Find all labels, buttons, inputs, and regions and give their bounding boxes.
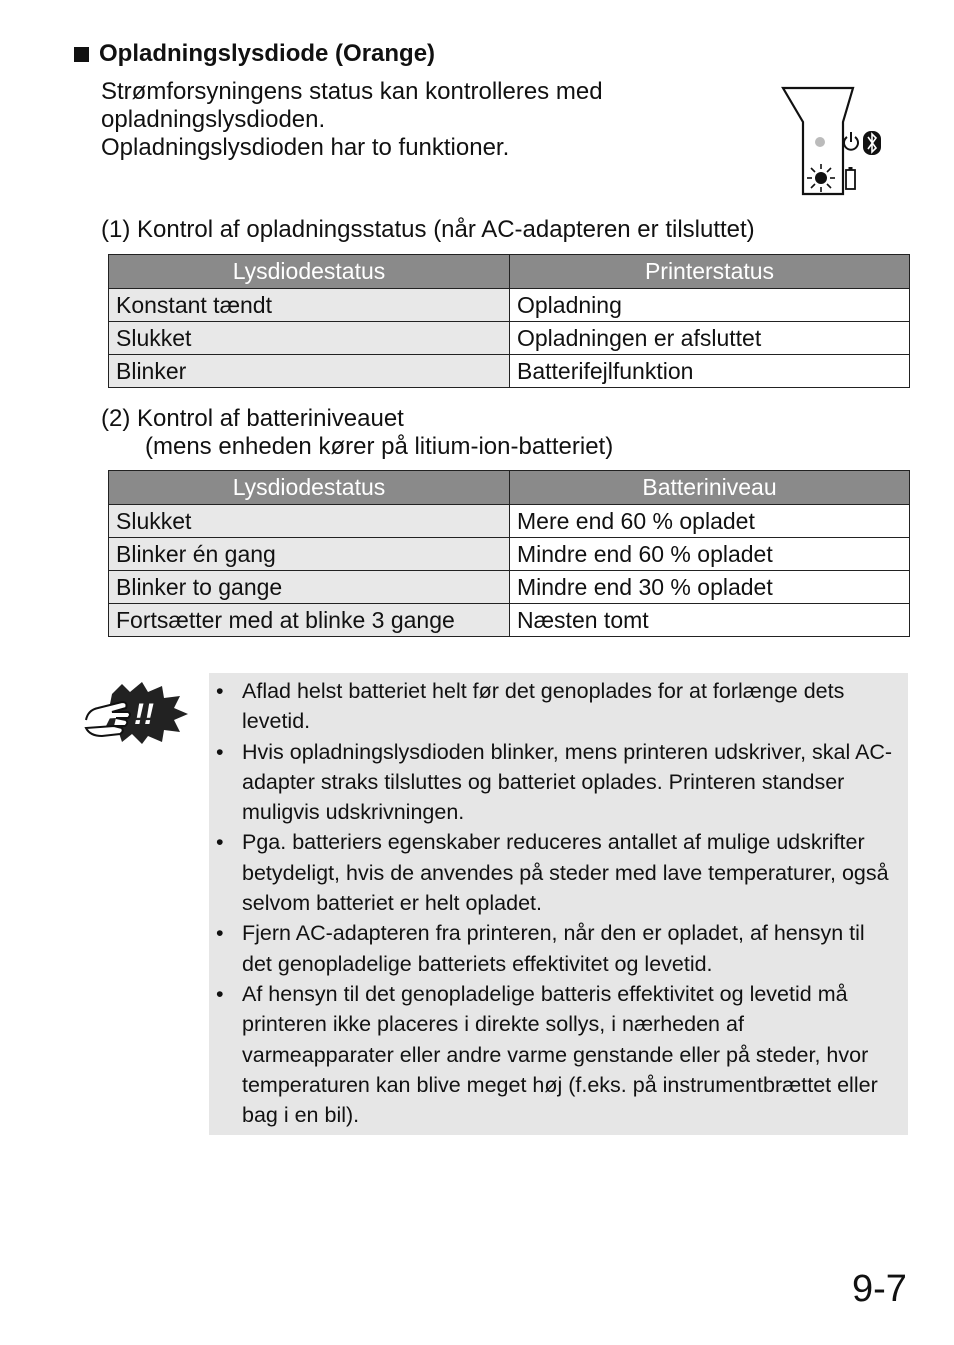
battery-level-table bbox=[108, 470, 910, 637]
printer-status-cell: Opladningen er afsluttet bbox=[510, 322, 910, 355]
led-status-cell: Slukket bbox=[109, 505, 510, 538]
section-heading bbox=[74, 40, 435, 68]
section2-title bbox=[101, 405, 613, 461]
section1-title: (1) Kontrol af opladningsstatus (når AC-adapteren er tilsluttet) bbox=[101, 216, 755, 243]
intro-line: opladningslysdioden. bbox=[101, 106, 326, 133]
battery-level-cell: Mindre end 30 % opladet bbox=[510, 571, 910, 604]
table-header-row bbox=[109, 255, 910, 289]
led-status-cell: Fortsætter med at blinke 3 gange bbox=[109, 604, 510, 637]
note-item: • Aflad helst batteriet helt før det genoplades for at forlænge dets levetid. bbox=[209, 676, 897, 737]
note-item: • Pga. batteriers egenskaber reduceres antallet af mulige udskrifter betydeligt, hvis de anvendes på steder med lave temperaturer, også selvom batteriet er helt opladet. bbox=[209, 827, 897, 918]
table-row bbox=[109, 355, 910, 388]
table-row bbox=[109, 538, 910, 571]
note-item: • Hvis opladningslysdioden blinker, mens printeren udskriver, skal AC-adapter straks tilsluttes og batteriet oplades. Printeren standser muligvis udskrivningen. bbox=[209, 737, 897, 828]
led-status-cell: Blinker én gang bbox=[109, 538, 510, 571]
section-heading-text: Opladningslysdiode (Orange) bbox=[99, 40, 436, 67]
note-item: • Af hensyn til det genopladelige batteris effektivitet og levetid må printeren ikke placeres i direkte sollys, i nærheden af varmeapparater eller andre varme genstande eller på steder, hvor temperaturen kan blive meget høj (f.eks. på instrumentbrættet eller bag i en bil). bbox=[209, 979, 897, 1130]
section2-title-line: (mens enheden kører på litium-ion-batteriet) bbox=[145, 433, 614, 460]
printer-status-cell: Opladning bbox=[510, 289, 910, 322]
battery-level-cell: Mindre end 60 % opladet bbox=[510, 538, 910, 571]
page-number: 9-7 bbox=[852, 1268, 907, 1310]
notes-box bbox=[209, 673, 908, 1135]
charging-led-indicator-icon bbox=[775, 82, 895, 202]
column-header: Lysdiodestatus bbox=[109, 471, 510, 505]
column-header: Batteriniveau bbox=[510, 471, 910, 505]
warning-pointing-hand-icon bbox=[82, 680, 192, 744]
intro-paragraph bbox=[101, 78, 721, 162]
table-row bbox=[109, 289, 910, 322]
intro-line: Strømforsyningens status kan kontrolleres med bbox=[101, 78, 603, 105]
led-status-cell: Blinker to gange bbox=[109, 571, 510, 604]
note-icon-text: !! bbox=[134, 698, 154, 731]
column-header: Lysdiodestatus bbox=[109, 255, 510, 289]
square-bullet-icon bbox=[74, 47, 89, 62]
led-status-cell: Blinker bbox=[109, 355, 510, 388]
section2-title-line: (2) Kontrol af batteriniveauet bbox=[101, 405, 404, 432]
charging-status-table bbox=[108, 254, 910, 388]
note-item: • Fjern AC-adapteren fra printeren, når den er opladet, af hensyn til det genopladelige batteriets effektivitet og levetid. bbox=[209, 918, 897, 979]
table-row bbox=[109, 322, 910, 355]
printer-status-cell: Batterifejlfunktion bbox=[510, 355, 910, 388]
column-header: Printerstatus bbox=[510, 255, 910, 289]
table-header-row bbox=[109, 471, 910, 505]
led-status-cell: Slukket bbox=[109, 322, 510, 355]
table-row bbox=[109, 505, 910, 538]
table-row bbox=[109, 571, 910, 604]
led-status-cell: Konstant tændt bbox=[109, 289, 510, 322]
table-row bbox=[109, 604, 910, 637]
battery-level-cell: Mere end 60 % opladet bbox=[510, 505, 910, 538]
intro-line: Opladningslysdioden har to funktioner. bbox=[101, 134, 510, 161]
notes-list bbox=[209, 673, 908, 1130]
battery-level-cell: Næsten tomt bbox=[510, 604, 910, 637]
